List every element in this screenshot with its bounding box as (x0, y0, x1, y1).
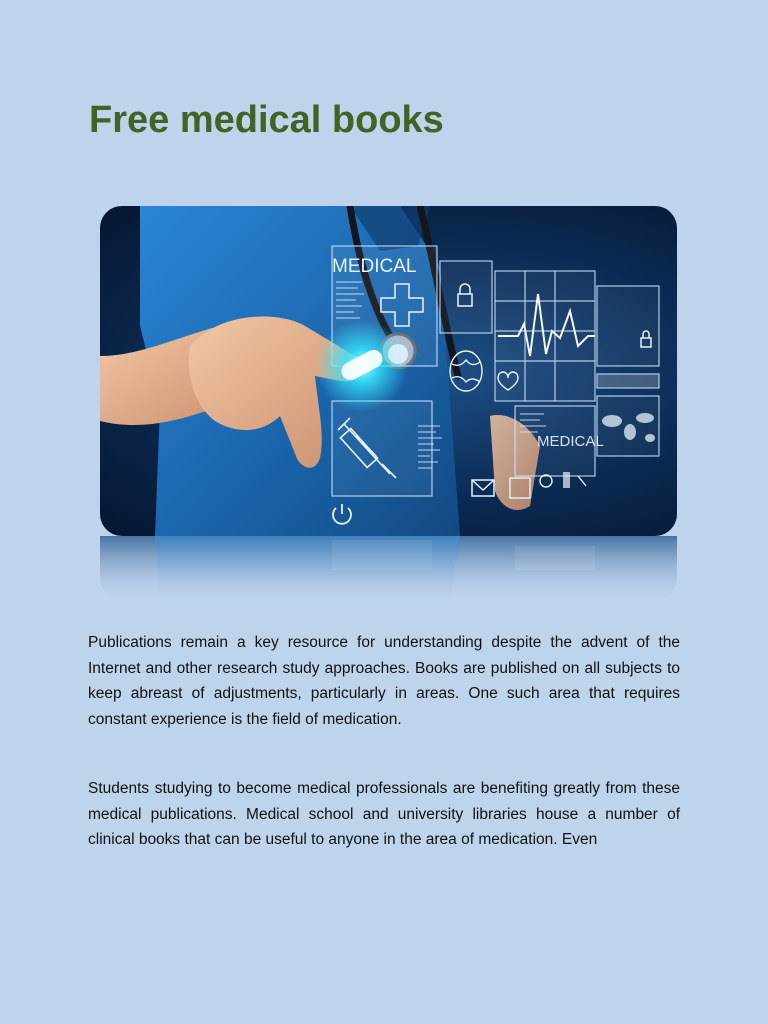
page-title: Free medical books (89, 99, 444, 141)
hero-image (100, 206, 677, 536)
hud-medical-label: MEDICAL (332, 256, 417, 277)
hero-image-reflection (100, 536, 677, 600)
hud-secondary-label: MEDICAL (537, 433, 604, 450)
mail-icon (472, 480, 494, 496)
body-paragraph: Students studying to become medical professionals are benefiting greatly from these medical publications. Medical school and university libraries house a number of clinical books that can be useful to anyone in the area of medication. Even (88, 780, 680, 848)
body-paragraph: Publications remain a key resource for understanding despite the advent of the Internet and other research study approaches. Books are published on all subjects to keep abreast of adjustments, particularly in areas. One such area that requires constant experience is the field of medication. (88, 634, 680, 728)
